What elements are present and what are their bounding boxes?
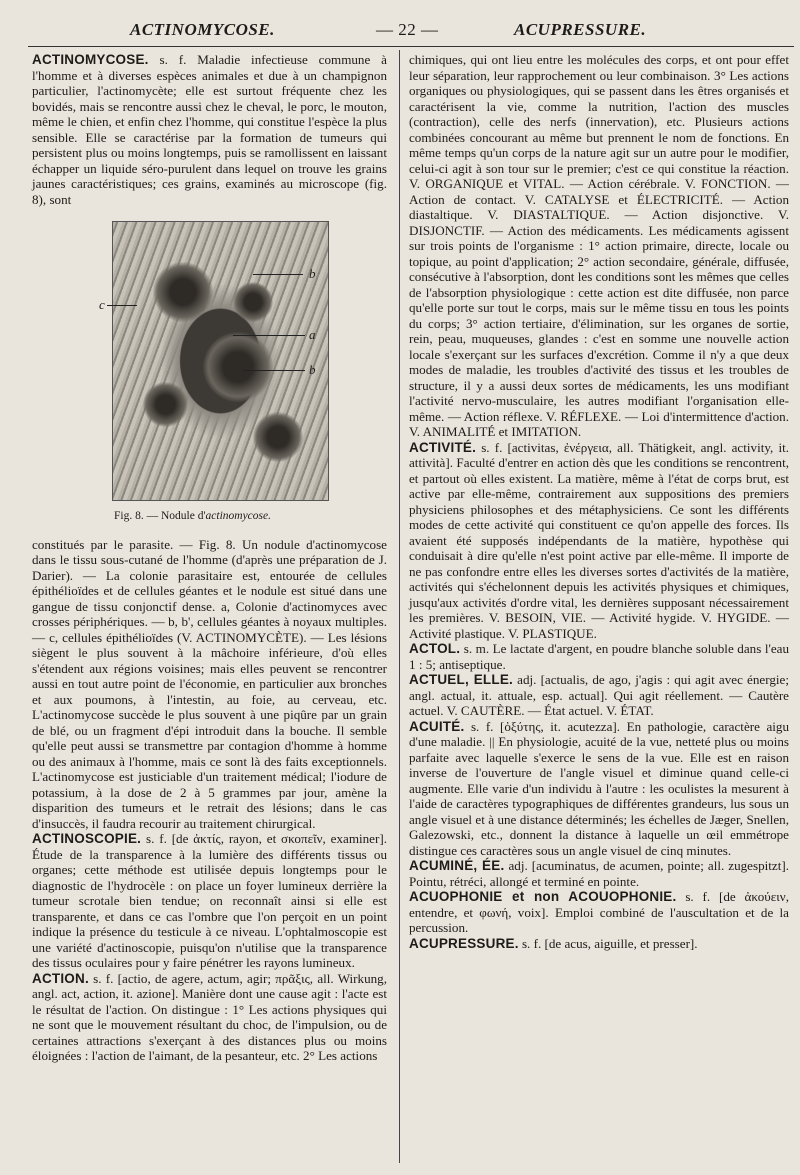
headword: ACTIVITÉ. (409, 439, 477, 455)
definition: s. f. [activitas, ἐνέργεια, all. Thätigkeit, angl. activity, it. attività]. Faculté d'entrer en action dès que les conditions se rencontrent, et partout où elles existent. La matière, même à l'état de corps brut, est active par elle-même, contrairement aux suppositions des premiers physiciens philosophes et des métaphysiciens. Ce sont les différents modes de cette activité qui constituent ce qu'on appelle des forces. Ils avaient été supposés indépendants de la matière, hypothèse qui conduisait à dire qu'elle n'est point active par elle-même. Il importe de ne pas confondre entre elles les diverses sortes d'activités de la matière, activités qui s'échelonnent depuis les activités physiques et chimiques, jusqu'aux activités d'ordre vital, les dernières supposant nécessairement les premières. V. BESOIN, VIE. — Activité hygide. V. HYGIDE. — Activité plastique. V. PLASTIQUE. (409, 439, 789, 641)
figure-label-a: a (309, 327, 316, 342)
headword: ACTINOMYCOSE. (32, 52, 149, 67)
entry-acupressure (409, 936, 789, 952)
label-leader (253, 274, 303, 275)
definition: adj. [actualis, de ago, j'agis : qui agit avec énergie; angl. actual, it. attuale, esp. actual]. Qui agit réellement. — Cautère actuel. V. CAUTÈRE. — État actuel. V. ÉTAT. (409, 672, 789, 718)
figure-label-b-prime: b (309, 362, 316, 377)
page-number: — 22 — (376, 20, 439, 39)
left-column (32, 52, 387, 1064)
definition: s. f. Maladie infectieuse commune à l'homme et à diverses espèces animales et due à un champignon particulier, l'actinomycète; elle est surtout fréquente chez les bovidés, mais se rencontre aussi chez le cheval, le porc, le mouton, même le chien, et enfin chez l'homme, qui constitue l'espèce la plus sensible. Elle se caractérise par la formation de tumeurs qui persistent plus ou moins longtemps, puis se ramollissent en laissant échapper un liquide séro-purulent dans lequel on trouve les grains jaunes caractéristiques; ces grains, examinés au microscope (fig. 8), sont (32, 52, 387, 207)
tissue-blob (153, 262, 213, 322)
entry-actol (409, 641, 789, 672)
header-right-term: ACUPRESSURE. (514, 20, 647, 39)
right-column (409, 52, 789, 951)
headword: ACTINOSCOPIE. (32, 831, 142, 846)
tissue-blob (253, 412, 303, 462)
tissue-blob (203, 332, 273, 402)
entry-acuite (409, 719, 789, 859)
definition: s. m. Le lactate d'argent, en poudre blanche soluble dans l'eau 1 : 5; antiseptique. (409, 641, 789, 672)
figure-caption (114, 509, 387, 525)
label-leader (233, 335, 305, 336)
caption-prefix: Fig. 8. — Nodule d' (114, 510, 206, 522)
tissue-blob (233, 282, 273, 322)
label-leader (243, 370, 305, 371)
entry-actinoscopie (32, 831, 387, 971)
headword: ACTOL. (409, 641, 461, 656)
tissue-blob (143, 382, 188, 427)
definition: adj. [acuminatus, de acumen, pointe; all. zugespitzt]. Pointu, rétréci, allongé et terminé en pointe. (409, 858, 789, 889)
entry-acuophonie (409, 889, 789, 936)
definition: s. f. [actio, de agere, actum, agir; πρᾶξις, all. Wirkung, angl. act, action, it. azione]. Manière dont une cause agit : l'acte est le résultat de l'action. On distingue : 1° Les actions physiques qui ne sont que le mouvement résultant du choc, de l'impulsion, ou de certaines attractions s'exerçant à des distances plus ou moins éloignées : l'action de l'aimant, de la pesanteur, etc. 2° Les actions (32, 970, 387, 1063)
figure-label-c: c (99, 297, 105, 312)
definition: s. f. [de ἀκτίς, rayon, et σκοπεῖν, examiner]. Étude de la transparence à la lumière des différents tissus ou organes; cette méthode est utilisée depuis longtemps pour le diagnostic de l'hydrocèle : on place un foyer lumineux derrière la tumeur scrotale bien tendue; on reconnaît ainsi si elle est transparente, et dans ce cas l'ombre que l'on perçoit en un point indique la présence du testicule à ce niveau. L'ophtalmoscopie est une variété d'actinoscopie, puisqu'on n'utilise que la transparence des tissus oculaires pour y faire pénétrer les rayons lumineux. (32, 831, 387, 970)
label-leader (107, 305, 137, 306)
headword: ACTION. (32, 970, 89, 986)
running-header (0, 14, 800, 42)
figure-nodule-illustration (99, 221, 329, 501)
entry-actinomycose-continued: constitués par le parasite. — Fig. 8. Un nodule d'actinomycose dans le tissu sous-cutané de l'homme (d'après une préparation de J. Darier). — La colonie parasitaire est, entourée de cellules épithélioïdes et de cellules géantes et le nodule est situé dans une gangue de tissu conjonctif dense. a, Colonie d'actinomyces avec crosses périphériques. — b, b', cellules géantes à noyaux multiples. — c, cellules épithélioïdes (V. ACTINOMYCÈTE). — Les lésions siègent le plus souvent à la mâchoire inférieure, d'où elles s'étendent aux régions voisines; mais elles peuvent se rencontrer aussi en tout autre point de l'économie, en particulier aux bronches et aux poumons, à l'intestin, au foie, au cerveau, etc. L'actinomycose succède le plus souvent à une piqûre par un grain de blé, ou un fragment d'épi introduit dans la bouche. Il semble qu'elle peut aussi se transmettre par contagion d'homme à homme ou des animaux à l'homme, mais ce sont là des faits exceptionnels. L'actinomycose est justiciable d'un traitement médical; l'iodure de potassium, à la dose de 2 à 5 grammes par jour, amène la disparition des tumeurs et le retrait des lésions; dans le cas d'insuccès, il faudra recourir au traitement chirurgical. (32, 536, 387, 831)
definition: s. f. [ὀξύτης, it. acutezza]. En pathologie, caractère aigu d'une maladie. || En physiologie, acuité de la vue, netteté plus ou moins parfaite avec laquelle s'exerce le sens de la vue. Elle est en raison inverse de l'ouverture de l'angle visuel et diminue quand celle-ci augmente. Elle varie d'un individu à l'autre : les oculistes la mesurent à l'aide de caractères typographiques de différentes grandeurs, lus sous un angle visuel et à une distance déterminés; les échelles de Jæger, Snellen, Galezowski, etc., donnent la distance à laquelle un œil emmétrope distingue ces caractères sous un angle visuel de cinq minutes. (409, 718, 789, 858)
figure-label-b: b (309, 266, 316, 281)
definition: s. f. [de acus, aiguille, et presser]. (521, 935, 698, 951)
entry-action (32, 971, 387, 1064)
caption-italic: actinomycose. (205, 510, 271, 522)
column-divider (399, 50, 400, 1163)
headword: ACUITÉ. (409, 718, 465, 734)
entry-action-continued: chimiques, qui ont lieu entre les molécules des corps, et ont pour effet leur séparation, leur rapprochement ou leur combinaison. 3° Les actions organiques ou physiologiques, qui se passent dans les êtres organisés et caractérisent la vie, comme la nutrition, l'action des muscles (contraction), celle des nerfs (innervation), etc. Plusieurs actions combinées concourant au même but prennent le nom de fonctions. En même temps qu'un corps de la nature agit sur un autre pour le modifier, celui-ci agit à son tour sur le premier; c'est ce qui constitue la réaction. V. ORGANIQUE et VITAL. — Action cérébrale. V. FONCTION. — Action de contact. V. CATALYSE et ÉLECTRICITÉ. — Action diastaltique. V. DIASTALTIQUE. — Action disjonctive. V. DISJONCTIF. — Action des médicaments. Les médicaments agissent sur trois points de l'organisme : 1° action primaire, directe, locale ou topique, au point d'application; 2° action secondaire, générale, diffusée, consécutive à l'absorption, dont les conditions sont les mêmes que celles de l'absorption physiologique : cette action est dite diffusée, non parce qu'elle porte sur tout le corps, mais sur le même tissu en tous les points du corps; 3° action tertiaire, d'élimination, sur les organes de sortie, rein, peau, muqueuses, glandes : c'est en somme une nouvelle action locale s'exerçant sur les surfaces d'excrétion. Comme il n'y a que deux modes de maladie, les troubles d'activité des tissus et les troubles de structure, il y a aussi deux sortes de médicaments, les uns modifiant l'activité nervo-musculaire, les autres modifiant l'organisation elle-même. — Action réflexe. V. RÉFLEXE. — Loi d'intermittence d'action. V. ANIMALITÉ et IMITATION. (409, 52, 789, 439)
header-left-term: ACTINOMYCOSE. (130, 20, 275, 39)
headword: ACTUEL, ELLE. (409, 672, 513, 687)
entry-acumine (409, 858, 789, 889)
headword: ACUOPHONIE et non ACOUOPHONIE. (409, 889, 677, 904)
header-rule (28, 46, 794, 47)
entry-actuel (409, 672, 789, 719)
definition: s. f. [de ἀκούειν, entendre, et φωνή, voix]. Emploi combiné de l'auscultation et de la percussion. (409, 889, 789, 935)
headword: ACUPRESSURE. (409, 935, 519, 951)
headword: ACUMINÉ, ÉE. (409, 858, 505, 873)
entry-activite (409, 440, 789, 642)
entry-actinomycose (32, 52, 387, 207)
